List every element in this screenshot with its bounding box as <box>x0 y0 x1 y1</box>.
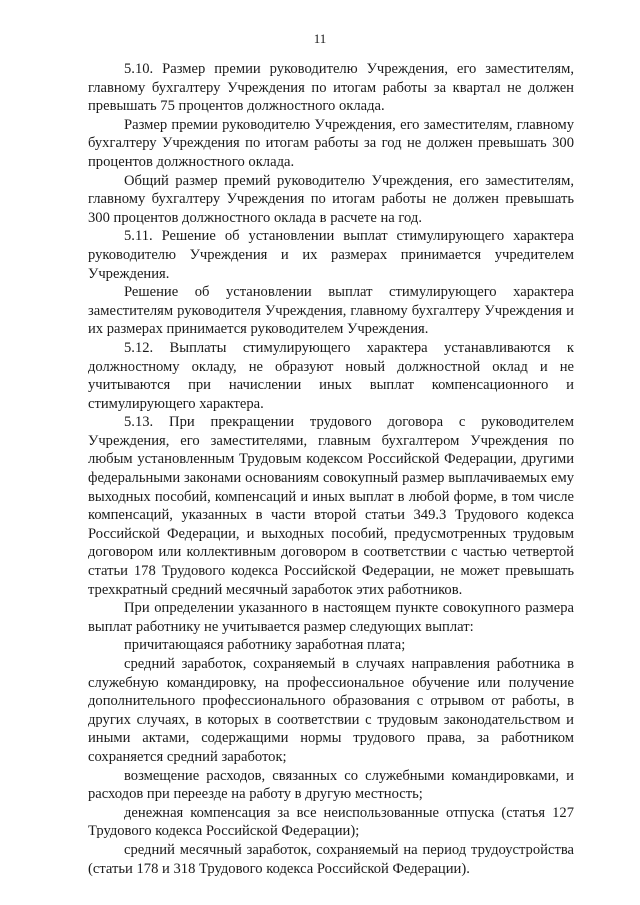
paragraph-5-10: 5.10. Размер премии руководителю Учреждения, его заместителям, главному бухгалтеру Учреждения по итогам работы за квартал не должен превышать 75 процентов должностного оклада. <box>88 61 574 115</box>
paragraph-annual-bonus: Размер премии руководителю Учреждения, его заместителям, главному бухгалтеру Учреждения по итогам работы за год не должен превышать 300 процентов должностного оклада. <box>88 116 574 170</box>
paragraph-5-12: 5.12. Выплаты стимулирующего характера устанавливаются к должностному окладу, не образуют новый должностной оклад и не учитываются при начислении иных выплат компенсационного и стимулирующего характера. <box>88 339 574 412</box>
paragraph-exclusions-intro: При определении указанного в настоящем пункте совокупного размера выплат работнику не учитывается размер следующих выплат: <box>88 600 574 635</box>
paragraph-5-11: 5.11. Решение об установлении выплат стимулирующего характера руководителю Учреждения и их размерах принимается учредителем Учреждения. <box>88 228 574 282</box>
document-body <box>88 60 574 878</box>
list-item-travel-expenses: возмещение расходов, связанных со служебными командировками, и расходов при переезде на работу в другую местность; <box>88 767 574 803</box>
page-number: 11 <box>313 31 327 46</box>
list-item-salary: причитающаяся работнику заработная плата; <box>124 637 406 654</box>
paragraph-total-bonus: Общий размер премий руководителю Учреждения, его заместителям, главному бухгалтеру Учреждения по итогам работы не должен превышать 300 процентов должностного оклада в расчете на год. <box>88 172 574 226</box>
paragraph-deputies-decision: Решение об установлении выплат стимулирующего характера заместителям руководителя Учреждения, главному бухгалтеру Учреждения и их размерах принимается руководителем Учреждения. <box>88 284 574 338</box>
list-item-monthly-earnings: средний месячный заработок, сохраняемый на период трудоустройства (статьи 178 и 318 Трудового кодекса Российской Федерации). <box>88 841 574 877</box>
list-item-average-earnings: средний заработок, сохраняемый в случаях направления работника в служебную командировку, на профессиональное обучение или получение дополнительного профессионального образования с отрывом от работы, в других случаях, в которых в соответствии с трудовым законодательством и иными актами, содержащими нормы трудового права, за работником сохраняется средний заработок; <box>88 656 574 765</box>
list-item-vacation-compensation: денежная компенсация за все неиспользованные отпуска (статья 127 Трудового кодекса Российской Федерации); <box>88 804 574 840</box>
paragraph-5-13: 5.13. При прекращении трудового договора с руководителем Учреждения, его заместителями, главным бухгалтером Учреждения по любым установленным Трудовым кодексом Российской Федерации, другими федеральными законами основаниям совокупный размер выплачиваемых ему выходных пособий, компенсаций и иных выплат в любой форме, в том числе компенсаций, указанных в части второй статьи 349.3 Трудового кодекса Российской Федерации, и выходных пособий, предусмотренных трудовым договором или коллективным договором в соответствии с частью четвертой статьи 178 Трудового кодекса Российской Федерации, не может превышать трехкратный средний месячный заработок этих работников. <box>88 414 574 598</box>
